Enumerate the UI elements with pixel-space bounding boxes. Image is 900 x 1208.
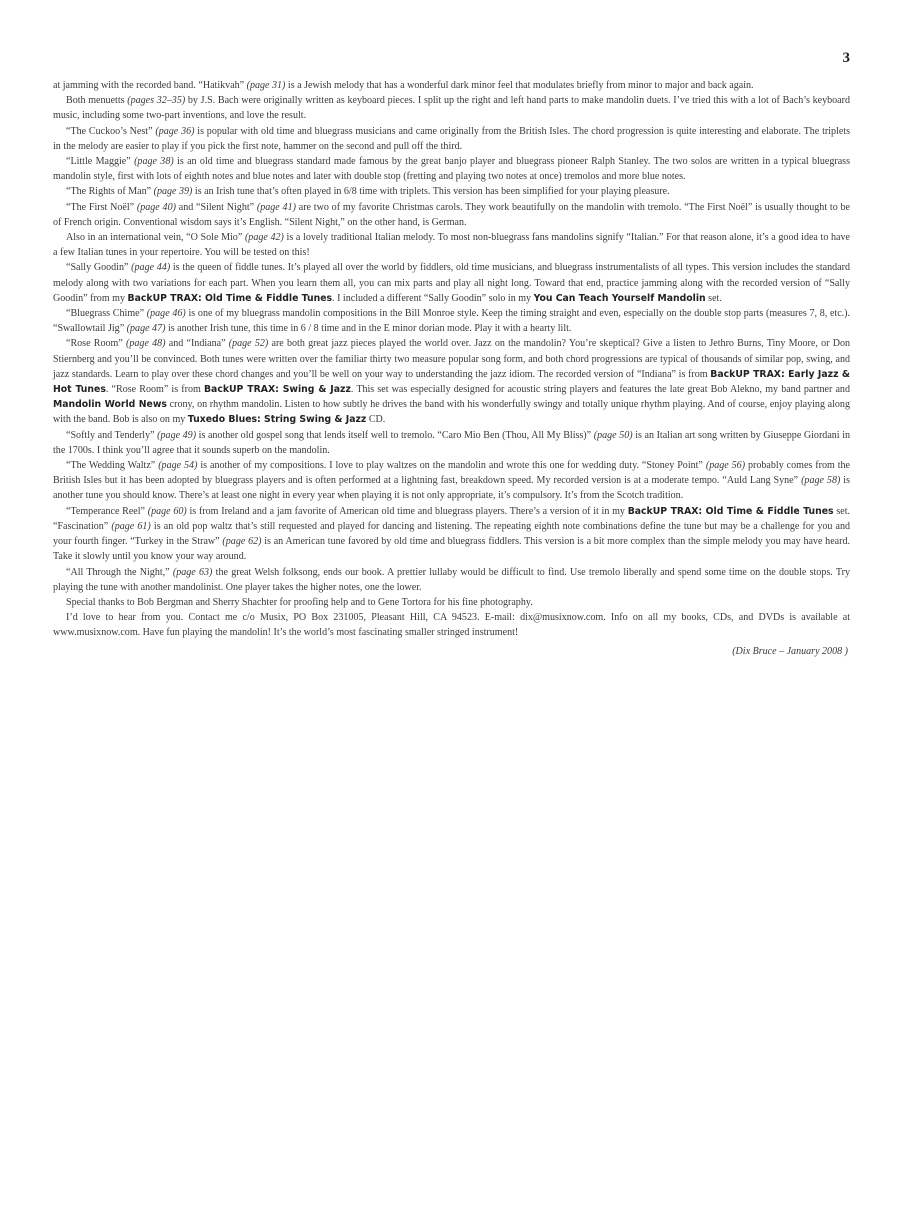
page-reference: (page 36): [155, 125, 195, 137]
text-run: crony, on rhythm mandolin. Listen to how subtly he drives the band with his wonderfully swingy and totally unique rhythm playing. And of course, enjoy playing along with the band. Bob is also on my: [53, 399, 850, 426]
text-run: set. “Fascination”: [53, 505, 851, 532]
text-run: is another old gospel song that lends itself well to tremolo. “Caro Mio Ben (Thou, All My Bliss)”: [196, 429, 594, 441]
paragraph: [53, 124, 850, 154]
text-run: probably comes from the British Isles but it has been adopted by bluegrass players and is often performed at a lightning fast, breakdown speed. My recorded version is at a moderate tempo. “Auld Lang Syne”: [53, 460, 851, 487]
page-number: 3: [842, 50, 850, 66]
page-reference: (page 48): [126, 338, 166, 350]
page-reference: (page 39): [153, 186, 193, 198]
page-reference: (page 54): [158, 460, 198, 472]
text-run: . “Rose Room” is from: [105, 384, 204, 396]
page-reference: (page 56): [705, 460, 746, 472]
text-run: “The Wedding Waltz”: [66, 460, 159, 472]
page-reference: (page 47): [126, 323, 166, 335]
product-title: You Can Teach Yourself Mandolin: [533, 292, 706, 304]
text-run: . This set was especially designed for acoustic string players and features the late great Bob Alekno, my band partner and: [350, 384, 850, 396]
text-run: at jamming with the recorded band. “Hatikvah”: [53, 80, 247, 91]
paragraph: [53, 306, 850, 336]
author-signature: (Dix Bruce – January 2008 ): [732, 645, 848, 657]
page-reference: (page 44): [131, 262, 171, 274]
product-title: BackUP TRAX: Old Time & Fiddle Tunes: [627, 505, 834, 517]
text-run: . I included a different “Sally Goodin” solo in my: [332, 292, 534, 304]
page-reference: (page 52): [228, 338, 269, 350]
page-reference: (page 50): [593, 429, 633, 441]
paragraph: [53, 428, 850, 458]
text-run: “Bluegrass Chime”: [66, 308, 147, 320]
page-reference: (page 40): [136, 201, 176, 213]
product-title: BackUP TRAX: Old Time & Fiddle Tunes: [127, 292, 333, 304]
page-reference: (page 46): [146, 308, 186, 320]
text-run: “The Rights of Man”: [66, 186, 154, 198]
product-title: Tuxedo Blues: String Swing & Jazz: [187, 414, 367, 426]
page-reference: (page 63): [172, 566, 213, 578]
text-run: is another tune you should know. There’s at least one night in every year when playing it is not only appropriate, it’s compulsory. It’s from the Scotch tradition.: [53, 475, 851, 502]
page-reference: (page 58): [801, 475, 841, 487]
text-run: is an old time and bluegrass standard made famous by the great banjo player and bluegrass pioneer Ralph Stanley. The two solos are written in a typical bluegrass mandolin style, first with lots of eighth notes and blue notes and later with double stop (fretting and playing two notes at once) tremolos and more blue notes.: [53, 156, 851, 183]
paragraph: [53, 458, 850, 504]
text-run: “Sally Goodin”: [66, 262, 132, 274]
page-reference: (page 38): [134, 156, 174, 168]
text-run: CD.: [366, 414, 386, 426]
page-reference: (page 62): [222, 536, 262, 548]
paragraph: [53, 565, 850, 595]
text-run: and “Silent Night”: [175, 201, 257, 213]
text-run: Both menuetts: [66, 95, 128, 107]
text-run: is popular with old time and bluegrass musicians and came originally from the British Isles. The chord progression is quite interesting and elaborate. The triplets in the melody are easier to play if you pick the first note, hammer on the second and pull off the third.: [53, 125, 850, 152]
text-run: is an old pop waltz that’s still requested and played for dancing and listening. The repeating eighth note combinations define the tune but may be a challenge for you and your fourth finger. “Turkey in the Straw”: [53, 520, 851, 548]
paragraph: [53, 610, 850, 640]
text-run: is another of my compositions. I love to play waltzes on the mandolin and wrote this one for wedding duty. “Stoney Point”: [197, 460, 706, 472]
paragraph: [53, 230, 850, 260]
text-run: “All Through the Night,”: [66, 566, 173, 578]
text-run: are two of my favorite Christmas carols. They work beautifully on the mandolin with tremolo. “The First Noël” is usually thought to be of French origin. Conventional wisdom says it’s English. “Silent Night,” on the other hand, is German.: [53, 201, 850, 228]
page-reference: (pages 32–35): [127, 95, 186, 107]
text-run: “Rose Room”: [66, 338, 127, 350]
text-run: is a Jewish melody that has a wonderful dark minor feel that modulates briefly from minor to major and back again.: [285, 80, 754, 91]
text-run: is one of my bluegrass mandolin compositions in the Bill Monroe style. Keep the timing straight and even, especially on the double stop parts (measures 7, 8, etc.). “Swallowtail Jig”: [53, 308, 851, 335]
text-run: Also in an international vein, “O Sole Mio”: [66, 232, 245, 244]
page-reference: (page 49): [157, 429, 197, 441]
text-run: “Little Maggie”: [66, 156, 135, 168]
paragraph: [53, 78, 850, 93]
page-reference: (page 61): [111, 520, 151, 532]
text-run: Special thanks to Bob Bergman and Sherry Shachter for proofing help and to Gene Tortora for his fine photography.: [66, 596, 533, 608]
text-run: by J.S. Bach were originally written as keyboard pieces. I split up the right and left hand parts to make mandolin duets. I’ve tried this with a lot of Bach’s keyboard music, including some two-part inventions, and love the result.: [53, 95, 851, 122]
text-run: “The Cuckoo’s Nest”: [66, 125, 156, 137]
paragraph: [53, 93, 850, 123]
page-reference: (page 41): [256, 201, 296, 213]
paragraph: [53, 595, 850, 610]
text-run: is another Irish tune, this time in 6 / 8 time and in the E minor dorian mode. Play it with a hearty lilt.: [165, 323, 572, 335]
text-run: “The First Noël”: [66, 201, 137, 213]
page-reference: (page 31): [246, 80, 286, 91]
text-run: is an Irish tune that’s often played in 6/8 time with triplets. This version has been simplified for your playing pleasure.: [192, 186, 670, 198]
paragraph: [53, 200, 850, 230]
paragraph: [53, 184, 850, 199]
text-run: is an Italian art song written by Giuseppe Giordani in the 1700s. I think you’ll agree that it sounds superb on the mandolin.: [53, 429, 851, 456]
text-run: is an American tune favored by old time and bluegrass fiddlers. This version is a bit more complex than the simple melody you may have heard. Take it slowly until you know your way around.: [53, 536, 851, 563]
product-title: BackUP TRAX: Swing & Jazz: [203, 384, 351, 396]
text-run: I’d love to hear from you. Contact me c/o Musix, PO Box 231005, Pleasant Hill, CA 94523. E-mail: dix@musixnow.com. Info on all my books, CDs, and DVDs is available at www.musixnow.com. Have fun playing the mandolin! It’s the world’s most fascinating smaller stringed instrument!: [53, 612, 850, 639]
text-run: set.: [705, 292, 722, 304]
text-run: are both great jazz pieces played the world over. Jazz on the mandolin? You’re skeptical? Give a listen to Jethro Burns, Tiny Moore, or Don Stiernberg and you’ll be convinced. Both tunes were written over the familiar thirty two measure popular song form, and both chord progressions are typical of thousands of similar pop, swing, and jazz standards. Learn to play over these chord changes and you’ll be well on your way to understanding the jazz idiom. The recorded version of “Indiana” is from: [53, 338, 850, 380]
product-title: BackUP TRAX: Early Jazz & Hot Tunes: [53, 368, 850, 396]
product-title: Mandolin World News: [53, 399, 167, 411]
paragraph: [53, 154, 850, 184]
text-run: “Temperance Reel”: [66, 505, 148, 517]
body-text: [53, 78, 850, 659]
text-run: is a lovely traditional Italian melody. To most non-bluegrass fans mandolins signify “Italian.” For that reason alone, it’s a good idea to have a few Italian tunes in your repertoire. You will be tested on this!: [53, 232, 850, 259]
paragraph: [53, 260, 850, 306]
text-run: the great Welsh folksong, ends our book. A prettier lullaby would be difficult to find. Use tremolo liberally and spend some time on the double stops. Try playing the tune with another mandolinist. One player takes the higher notes, one the lower.: [53, 566, 850, 593]
paragraph: [53, 504, 850, 565]
paragraph: [53, 336, 850, 427]
text-run: is from Ireland and a jam favorite of American old time and bluegrass players. There’s a version of it in my: [186, 505, 628, 517]
page-reference: (page 42): [244, 232, 284, 244]
text-run: and “Indiana”: [165, 338, 229, 350]
text-run: is the queen of fiddle tunes. It’s played all over the world by fiddlers, old time musicians, and bluegrass instrumentalists of all types. This version includes the standard melody along with two variations for each part. When you learn them all, you can mix parts and play all night long. Toward that end, practice jamming along with the recorded version of “Sally Goodin” from my: [53, 262, 851, 304]
page-reference: (page 60): [147, 505, 187, 517]
text-run: “Softly and Tenderly”: [66, 429, 158, 441]
